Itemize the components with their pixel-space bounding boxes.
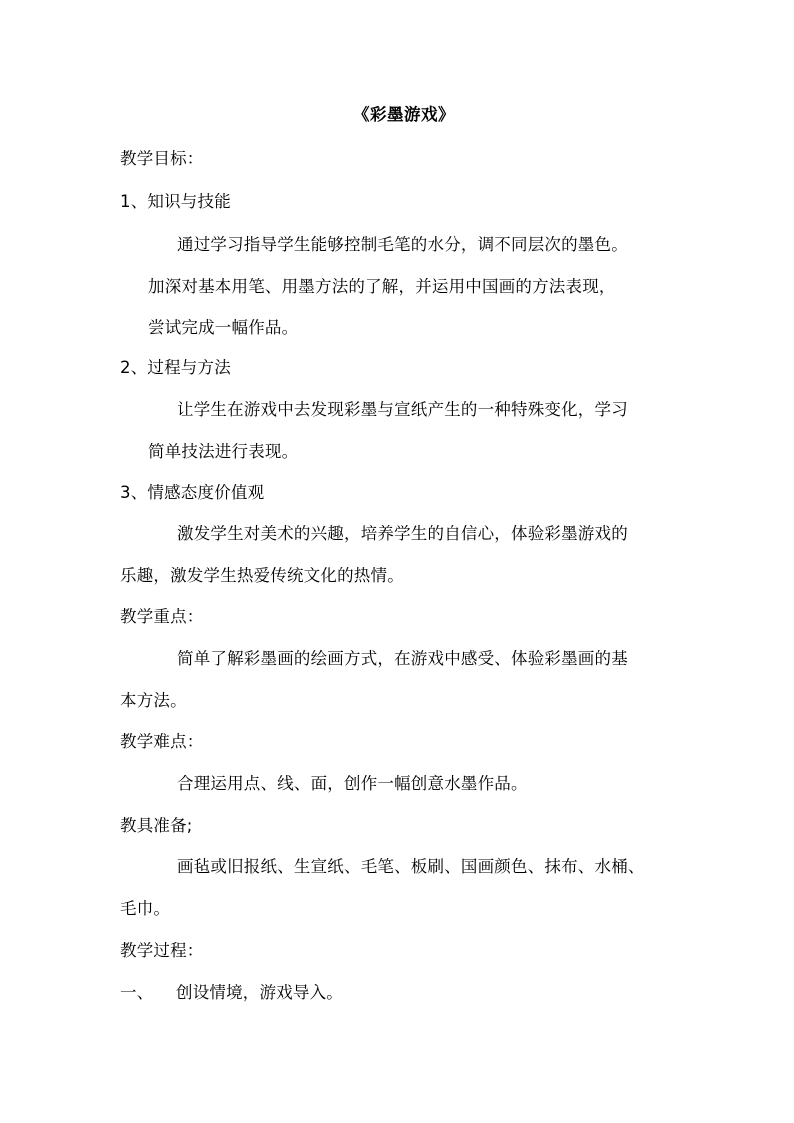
objective-1-text-line-3: 尝试完成一幅作品。 bbox=[148, 318, 299, 337]
key-points-text-line-2: 本方法。 bbox=[120, 691, 187, 710]
objective-1-text-line-2: 加深对基本用笔、用墨方法的了解，并运用中国画的方法表现， bbox=[148, 277, 616, 296]
objective-2-text-line-2: 简单技法进行表现。 bbox=[148, 442, 299, 461]
objective-2-heading: 2、过程与方法 bbox=[120, 358, 231, 377]
tools-heading: 教具准备; bbox=[120, 816, 193, 835]
process-step-1 bbox=[120, 982, 343, 1004]
key-points-heading: 教学重点： bbox=[120, 607, 204, 626]
objective-1-text-line-1: 通过学习指导学生能够控制毛笔的水分，调不同层次的墨色。 bbox=[177, 235, 628, 254]
objective-3-text-line-2: 乐趣，激发学生热爱传统文化的热情。 bbox=[120, 566, 404, 585]
process-step-1-text: 创设情境，游戏导入。 bbox=[176, 983, 343, 1002]
objective-1-heading: 1、知识与技能 bbox=[120, 192, 231, 211]
tools-text-line-1: 画毡或旧报纸、生宣纸、毛笔、板刷、国画颜色、抹布、水桶、 bbox=[177, 857, 645, 876]
key-points-text-line-1: 简单了解彩墨画的绘画方式，在游戏中感受、体验彩墨画的基 bbox=[177, 649, 628, 668]
objectives-heading: 教学目标： bbox=[120, 149, 204, 168]
process-step-1-number: 一、 bbox=[120, 983, 154, 1002]
difficulty-text-line-1: 合理运用点、线、面，创作一幅创意水墨作品。 bbox=[177, 774, 528, 793]
document-title: 《彩墨游戏》 bbox=[353, 105, 455, 124]
objective-3-heading: 3、情感态度价值观 bbox=[120, 483, 265, 502]
objective-3-text-line-1: 激发学生对美术的兴趣，培养学生的自信心，体验彩墨游戏的 bbox=[177, 524, 628, 543]
tools-text-line-2: 毛巾。 bbox=[120, 899, 171, 918]
objective-2-text-line-1: 让学生在游戏中去发现彩墨与宣纸产生的一种特殊变化，学习 bbox=[177, 400, 628, 419]
difficulty-heading: 教学难点： bbox=[120, 732, 204, 751]
process-heading: 教学过程： bbox=[120, 941, 204, 960]
